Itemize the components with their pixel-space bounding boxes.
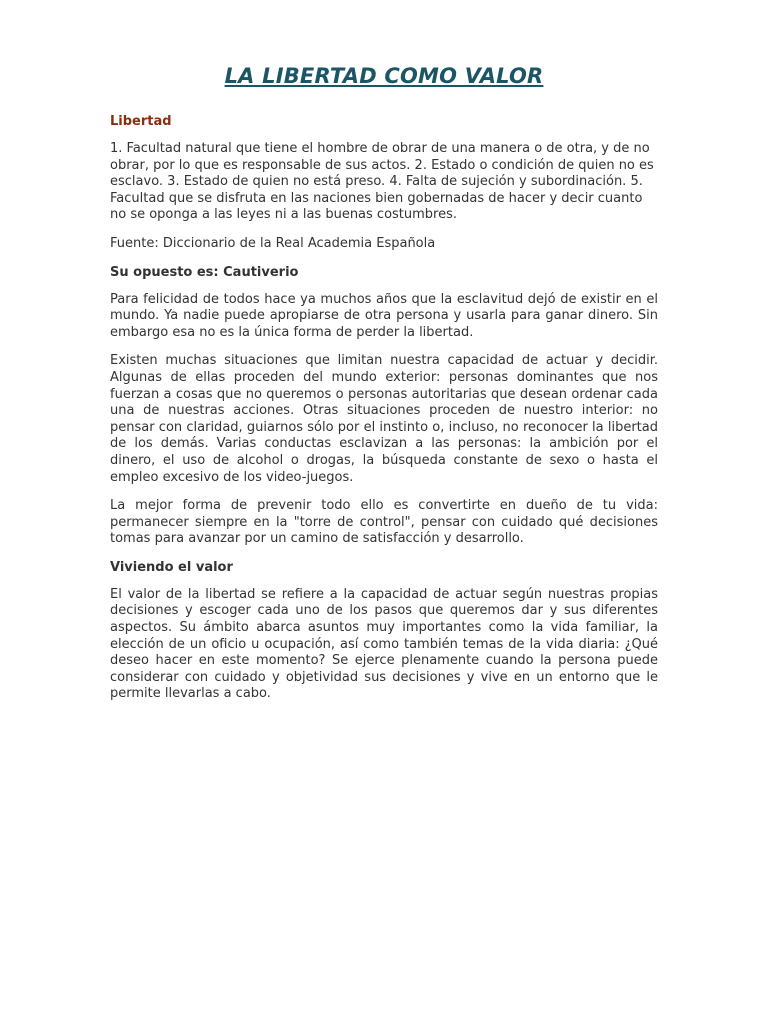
section-heading-libertad: Libertad xyxy=(110,114,172,129)
section-heading-cautiverio: Su opuesto es: Cautiverio xyxy=(110,264,299,280)
document-title: LA LIBERTAD COMO VALOR xyxy=(224,64,544,88)
valor-paragraph: El valor de la libertad se refiere a la capacidad de actuar según nuestras propias decisiones y escoger cada uno de los pasos que queremos dar y sus diferentes aspectos. Su ámbito abarca asuntos muy importantes como la vida familiar, la elección de un oficio u ocupación, así como también temas de la vida diaria: ¿Qué deseo hacer en este momento? Se ejerce plenamente cuando la persona puede considerar con cuidado y objetividad sus decisiones y vive en un entorno que le permite llevarlas a cabo. xyxy=(110,586,658,702)
cautiverio-paragraph-3: La mejor forma de prevenir todo ello es convertirte en dueño de tu vida: permanecer siempre en la "torre de control", pensar con cuidado qué decisiones tomas para avanzar por un camino de satisfacción y desarrollo. xyxy=(110,498,658,547)
section-heading-viviendo: Viviendo el valor xyxy=(110,559,233,575)
source-paragraph: Fuente: Diccionario de la Real Academia Española xyxy=(110,235,436,251)
cautiverio-paragraph-1: Para felicidad de todos hace ya muchos años que la esclavitud dejó de existir en el mundo. Ya nadie puede apropiarse de otra persona y usarla para ganar dinero. Sin embargo esa no es la única forma de perder la libertad. xyxy=(110,291,658,340)
cautiverio-paragraph-2: Existen muchas situaciones que limitan nuestra capacidad de actuar y decidir. Algunas de ellas proceden del mundo exterior: personas dominantes que nos fuerzan a cosas que no queremos o personas autoritarias que desean ordenar cada una de nuestras acciones. Otras situaciones proceden de nuestro interior: no pensar con claridad, guiarnos sólo por el instinto o, incluso, no reconocer la libertad de los demás. Varias conductas esclavizan a las personas: la ambición por el dinero, el uso de alcohol o drogas, la búsqueda constante de sexo o hasta el empleo excesivo de los video-juegos. xyxy=(110,353,658,485)
document-page xyxy=(110,64,658,715)
definition-paragraph: 1. Facultad natural que tiene el hombre de obrar de una manera o de otra, y de no obrar, por lo que es responsable de sus actos. 2. Estado o condición de quien no es esclavo. 3. Estado de quien no está preso. 4. Falta de sujeción y subordinación. 5. Facultad que se disfruta en las naciones bien gobernadas de hacer y decir cuanto no se oponga a las leyes ni a las buenas costumbres. xyxy=(110,141,654,223)
